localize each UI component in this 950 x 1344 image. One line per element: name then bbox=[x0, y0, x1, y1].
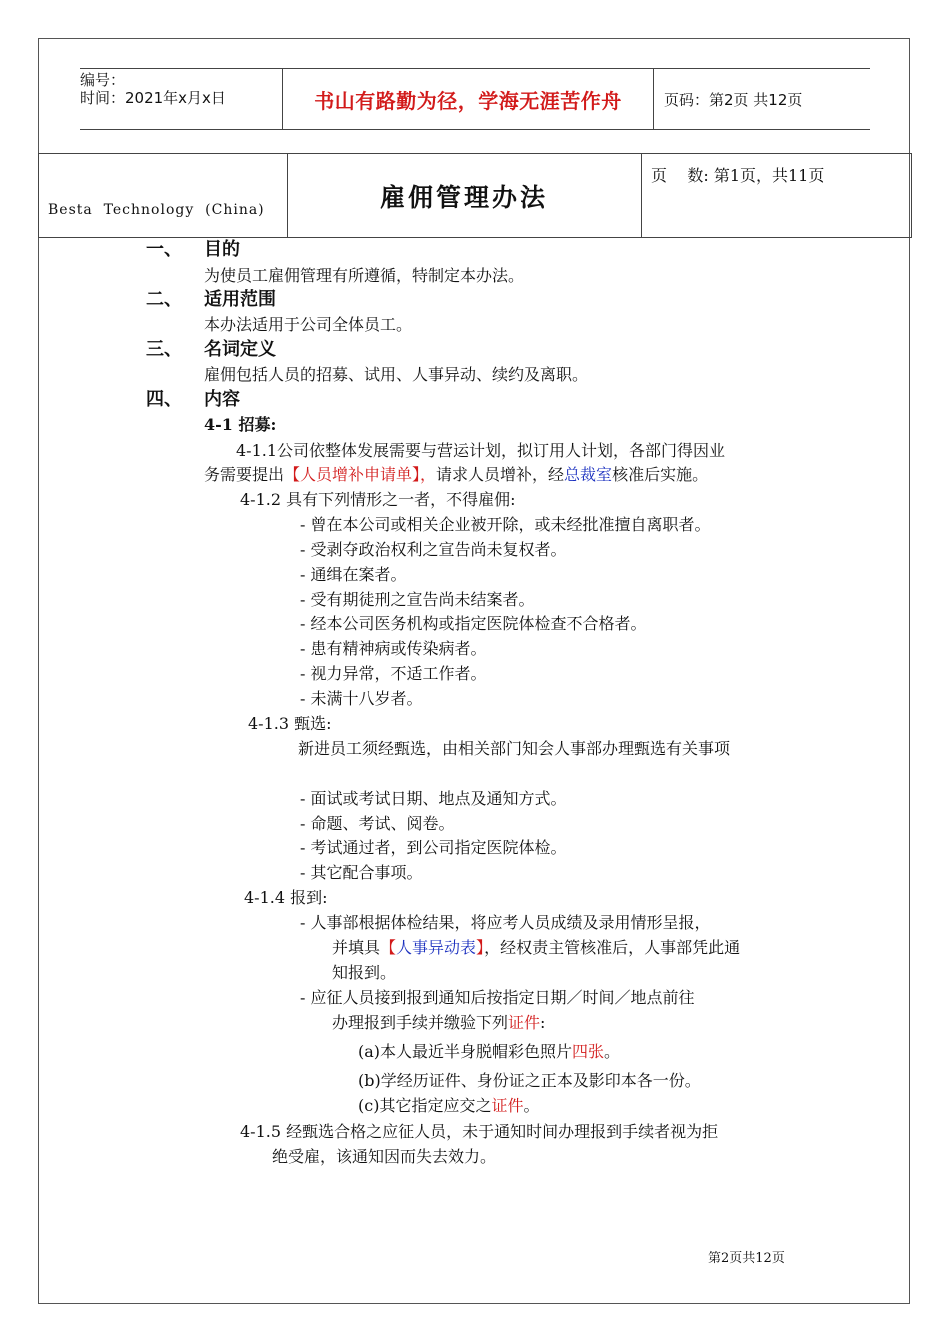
date-text: 时间：2021年x月x日 bbox=[80, 89, 226, 107]
list-item: - 受剥夺政治权利之宣告尚未复权者。 bbox=[300, 540, 567, 559]
clause-4-1-4-item-a-line-1: - 人事部根据体检结果，将应考人员成绩及录用情形呈报， bbox=[300, 913, 711, 932]
list-item: - 未满十八岁者。 bbox=[300, 689, 423, 708]
document-header bbox=[38, 153, 912, 238]
section-3-body: 雇佣包括人员的招募、试用、人事异动、续约及离职。 bbox=[204, 365, 589, 384]
clause-4-1-4-item-a-line-3: 知报到。 bbox=[332, 963, 397, 982]
form-name-staff-request: 【人员增补申请单】， bbox=[284, 465, 437, 484]
list-item: - 其它配合事项。 bbox=[300, 863, 423, 882]
section-3-number: 三、 bbox=[146, 339, 182, 360]
clause-4-1-3: 4-1.3 甄选: bbox=[248, 714, 332, 733]
subsection-4-1: 4-1 招募: bbox=[204, 415, 277, 434]
document-requirement-c: (c)其它指定应交之证件。 bbox=[358, 1096, 540, 1115]
clause-4-1-4: 4-1.4 报到: bbox=[244, 888, 328, 907]
clause-4-1-3-body: 新进员工须经甄选，由相关部门知会人事部办理甄选有关事项 bbox=[298, 739, 731, 758]
page-count: 页 数: 第1页，共11页 bbox=[651, 166, 825, 185]
list-item: - 视力异常，不适工作者。 bbox=[300, 664, 487, 683]
list-item: - 受有期徒刑之宣告尚未结案者。 bbox=[300, 590, 535, 609]
company-name: Besta Technology (China) bbox=[48, 202, 265, 218]
document-requirement-b: (b)学经历证件、身份证之正本及影印本各一份。 bbox=[358, 1071, 701, 1090]
top-page-cell bbox=[654, 69, 870, 129]
list-item: - 经本公司医务机构或指定医院体检查不合格者。 bbox=[300, 614, 647, 633]
top-page-text: 页码：第2页 共12页 bbox=[664, 90, 803, 109]
section-1-number: 一、 bbox=[146, 239, 182, 260]
section-4-title: 内容 bbox=[204, 389, 240, 410]
page-count-cell bbox=[641, 154, 911, 237]
clause-4-1-1-line-1: 4-1.1公司依整体发展需要与营运计划，拟订用人计划，各部门得因业 bbox=[236, 441, 726, 460]
section-2-title: 适用范围 bbox=[204, 289, 276, 310]
list-item: - 通缉在案者。 bbox=[300, 565, 407, 584]
top-info-bar bbox=[80, 68, 870, 130]
list-item: - 面试或考试日期、地点及通知方式。 bbox=[300, 789, 567, 808]
top-motto-cell bbox=[282, 69, 654, 129]
section-1-body: 为使员工雇佣管理有所遵循，特制定本办法。 bbox=[204, 266, 525, 285]
list-item: - 曾在本公司或相关企业被开除，或未经批准擅自离职者。 bbox=[300, 515, 711, 534]
title-cell bbox=[287, 154, 642, 237]
clause-4-1-4-item-b-line-2: 办理报到手续并缴验下列证件: bbox=[332, 1013, 546, 1032]
clause-4-1-5-line-2: 绝受雇，该通知因而失去效力。 bbox=[272, 1147, 497, 1166]
clause-4-1-4-item-b-line-1: - 应征人员接到报到通知后按指定日期／时间／地点前往 bbox=[300, 988, 695, 1007]
list-item: - 患有精神病或传染病者。 bbox=[300, 639, 487, 658]
serial-label: 编号： bbox=[80, 71, 126, 89]
list-item: - 考试通过者，到公司指定医院体检。 bbox=[300, 838, 567, 857]
document-requirement-a: (a)本人最近半身脱帽彩色照片四张。 bbox=[358, 1042, 621, 1061]
list-item: - 命题、考试、阅卷。 bbox=[300, 814, 455, 833]
office-name: 总裁室 bbox=[564, 465, 613, 484]
section-1-title: 目的 bbox=[204, 239, 240, 260]
clause-4-1-1-line-2: 务需要提出【人员增补申请单】，请求人员增补，经总裁室核准后实施。 bbox=[204, 465, 709, 484]
section-2-body: 本办法适用于公司全体员工。 bbox=[204, 315, 413, 334]
clause-4-1-5-line-1: 4-1.5 经甄选合格之应征人员，未于通知时间办理报到手续者视为拒 bbox=[240, 1122, 719, 1141]
section-3-title: 名词定义 bbox=[204, 339, 276, 360]
form-name-transfer: 人事异动表 bbox=[396, 938, 477, 957]
top-left-cell bbox=[80, 69, 282, 129]
company-cell bbox=[39, 154, 288, 237]
clause-4-1-4-item-a-line-2: 并填具【人事异动表】，经权责主管核准后，人事部凭此通 bbox=[332, 938, 741, 957]
document-title: 雇佣管理办法 bbox=[379, 182, 548, 212]
motto: 书山有路勤为径，学海无涯苦作舟 bbox=[314, 88, 622, 113]
section-2-number: 二、 bbox=[146, 289, 182, 310]
clause-4-1-2: 4-1.2 具有下列情形之一者，不得雇佣: bbox=[240, 490, 516, 509]
page-footer: 第2页共12页 bbox=[708, 1251, 785, 1266]
section-4-number: 四、 bbox=[146, 389, 182, 410]
